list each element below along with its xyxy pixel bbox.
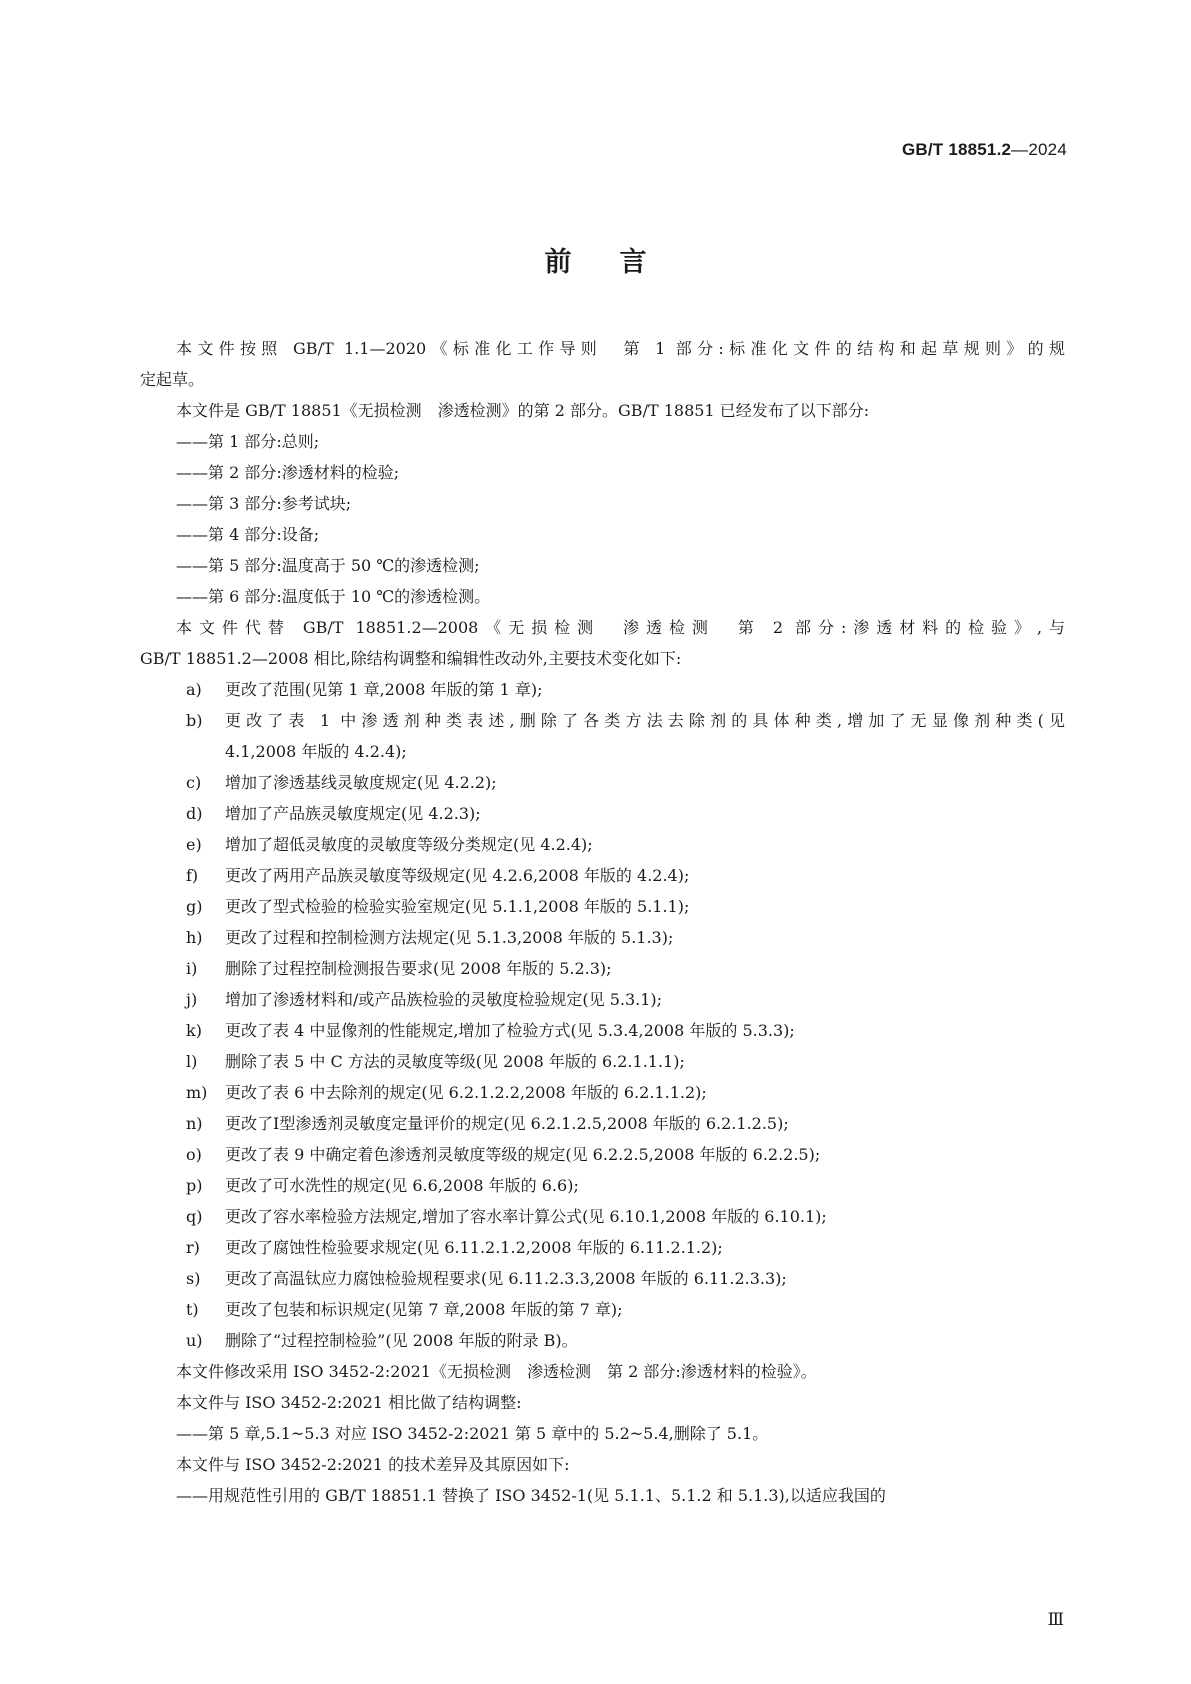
list-item-text: 更改了表 6 中去除剂的规定(见 6.2.1.2.2,2008 年版的 6.2.1.1.2); [225,1083,707,1102]
list-marker: s) [186,1269,201,1288]
list-marker: b) [186,711,203,730]
list-item-text: 删除了“过程控制检验”(见 2008 年版的附录 B)。 [225,1331,578,1350]
paragraph-structure: 本文件与 ISO 3452-2:2021 相比做了结构调整: [176,1393,522,1412]
list-item [140,1294,1065,1325]
list-item [140,798,1065,829]
list-item-text: 更改了高温钛应力腐蚀检验规程要求(见 6.11.2.3.3,2008 年版的 6.11.2.3.3); [225,1269,787,1288]
list-item-text: 更改了Ⅰ型渗透剂灵敏度定量评价的规定(见 6.2.1.2.5,2008 年版的 6.2.1.2.5); [225,1114,789,1133]
list-item-text: 更改了型式检验的检验实验室规定(见 5.1.1,2008 年版的 5.1.1); [225,897,690,916]
list-item-text: 更改了可水洗性的规定(见 6.6,2008 年版的 6.6); [225,1176,579,1195]
list-item [140,891,1065,922]
list-item-text: 更改了范围(见第 1 章,2008 年版的第 1 章); [225,680,543,699]
list-item [140,1232,1065,1263]
list-marker: o) [186,1145,202,1164]
list-item [140,674,1065,705]
list-item [140,953,1065,984]
list-marker: u) [186,1331,203,1350]
list-item-text: 删除了表 5 中 C 方法的灵敏度等级(见 2008 年版的 6.2.1.1.1); [225,1052,685,1071]
list-marker: e) [186,835,202,854]
standard-number: GB/T 18851.2 [901,140,1012,159]
paragraph-differences: 本文件与 ISO 3452-2:2021 的技术差异及其原因如下: [176,1455,570,1474]
standard-year: —2024 [1011,140,1067,159]
list-item [140,922,1065,953]
list-item-text: 增加了渗透基线灵敏度规定(见 4.2.2); [225,773,497,792]
list-marker: a) [186,680,202,699]
list-marker: n) [186,1114,203,1133]
list-marker: c) [186,773,202,792]
list-item-text-line: 更改了表 1 中渗透剂种类表述,删除了各类方法去除剂的具体种类,增加了无显像剂种类(见 [225,711,1065,730]
list-item-text: 更改了包装和标识规定(见第 7 章,2008 年版的第 7 章); [225,1300,623,1319]
list-marker: d) [186,804,203,823]
list-item: ——第 1 部分:总则; [176,432,320,451]
list-item [140,860,1065,891]
list-item [140,1325,1065,1356]
list-item: ——第 4 部分:设备; [176,525,320,544]
list-item: ——第 5 部分:温度高于 50 ℃的渗透检测; [176,556,480,575]
changes-list [140,674,1065,1356]
list-marker: f) [186,866,199,885]
list-item-text [225,705,1065,767]
list-marker: l) [186,1052,198,1071]
list-item [140,984,1065,1015]
list-item [140,1263,1065,1294]
paragraph-parts-intro: 本文件是 GB/T 18851《无损检测 渗透检测》的第 2 部分。GB/T 18851 已经发布了以下部分: [176,401,870,420]
list-item-text-cont: 4.1,2008 年版的 4.2.4); [225,742,407,761]
list-item: ——第 5 章,5.1~5.3 对应 ISO 3452-2:2021 第 5 章中的 5.2~5.4,删除了 5.1。 [176,1424,769,1443]
list-item [140,1201,1065,1232]
list-item [140,1170,1065,1201]
list-item: ——用规范性引用的 GB/T 18851.1 替换了 ISO 3452-1(见 5.1.1、5.1.2 和 5.1.3),以适应我国的 [176,1486,886,1505]
list-item [140,767,1065,798]
list-marker: i) [186,959,198,978]
list-item [140,1015,1065,1046]
list-item [140,705,1065,767]
list-item-text: 更改了过程和控制检测方法规定(见 5.1.3,2008 年版的 5.1.3); [225,928,674,947]
page-title: 前言 [544,247,695,278]
list-item [140,1139,1065,1170]
paragraph-basis: 本文件按照 GB/T 1.1—2020《标准化工作导则 第 1 部分:标准化文件的结构和起草规则》的规 [176,339,1065,358]
list-item-text: 更改了腐蚀性检验要求规定(见 6.11.2.1.2,2008 年版的 6.11.2.1.2); [225,1238,723,1257]
list-marker: q) [186,1207,203,1226]
list-item: ——第 3 部分:参考试块; [176,494,352,513]
page-number: Ⅲ [1047,1610,1064,1630]
list-marker: k) [186,1021,202,1040]
list-item-text: 增加了渗透材料和/或产品族检验的灵敏度检验规定(见 5.3.1); [225,990,663,1009]
list-item-text: 增加了超低灵敏度的灵敏度等级分类规定(见 4.2.4); [225,835,593,854]
list-item [140,829,1065,860]
list-item: ——第 2 部分:渗透材料的检验; [176,463,400,482]
paragraph-replaces: 本文件代替 GB/T 18851.2—2008《无损检测 渗透检测 第 2 部分:渗透材料的检验》,与 [176,618,1065,637]
list-item-text: 更改了表 4 中显像剂的性能规定,增加了检验方式(见 5.3.4,2008 年版的 5.3.3); [225,1021,795,1040]
list-item-text: 更改了两用产品族灵敏度等级规定(见 4.2.6,2008 年版的 4.2.4); [225,866,690,885]
document-body [140,333,1065,1511]
paragraph-basis-cont: 定起草。 [140,370,205,389]
list-item: ——第 6 部分:温度低于 10 ℃的渗透检测。 [176,587,491,606]
list-marker: j) [186,990,198,1009]
list-marker: t) [186,1300,199,1319]
list-marker: h) [186,928,203,947]
list-marker: p) [186,1176,203,1195]
paragraph-replaces-cont: GB/T 18851.2—2008 相比,除结构调整和编辑性改动外,主要技术变化如下: [140,649,682,668]
list-item-text: 更改了容水率检验方法规定,增加了容水率计算公式(见 6.10.1,2008 年版的 6.10.1); [225,1207,827,1226]
standard-code [902,140,1067,160]
list-item [140,1077,1065,1108]
list-item-text: 更改了表 9 中确定着色渗透剂灵敏度等级的规定(见 6.2.2.5,2008 年版的 6.2.2.5); [225,1145,821,1164]
list-marker: r) [186,1238,200,1257]
list-item-text: 删除了过程控制检测报告要求(见 2008 年版的 5.2.3); [225,959,612,978]
list-item-text: 增加了产品族灵敏度规定(见 4.2.3); [225,804,481,823]
list-item [140,1108,1065,1139]
list-marker: g) [186,897,203,916]
paragraph-adoption: 本文件修改采用 ISO 3452-2:2021《无损检测 渗透检测 第 2 部分:渗透材料的检验》。 [176,1362,817,1381]
list-item [140,1046,1065,1077]
list-marker: m) [186,1083,208,1102]
